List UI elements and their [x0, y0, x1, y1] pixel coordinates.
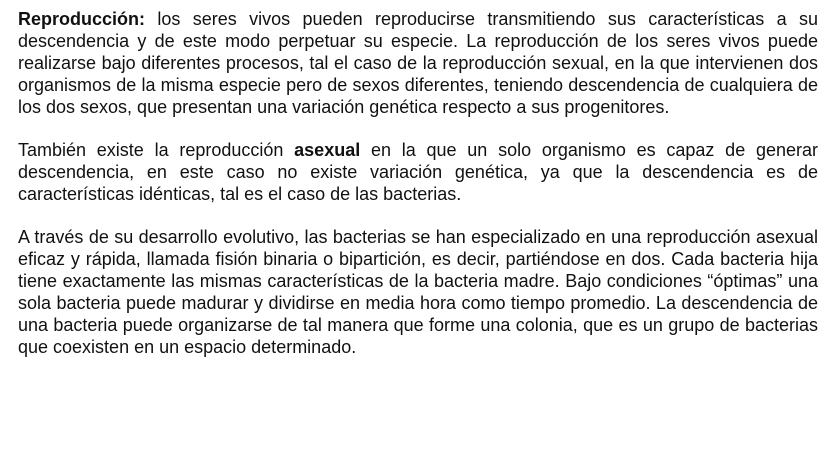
paragraph-asexual	[18, 139, 818, 205]
paragraph-bacteria	[18, 226, 818, 358]
term-asexual: asexual	[294, 140, 361, 160]
paragraph-asexual-after: en la que un solo organismo es capaz de generar descendencia, en este caso no existe variación genética, ya que la descendencia es de características idénticas, tal es el caso de las bacterias.	[18, 140, 819, 204]
document-body	[18, 8, 818, 358]
paragraph-bacteria-text: A través de su desarrollo evolutivo, las bacterias se han especializado en una reproducción asexual eficaz y rápida, llamada fisión binaria o bipartición, es decir, partiéndose en dos. Cada bacteria hija tiene exactamente las mismas características de la bacteria madre. Bajo condiciones “óptimas” una sola bacteria puede madurar y dividirse en media hora como tiempo promedio. La descendencia de una bacteria puede organizarse de tal manera que forme una colonia, que es un grupo de bacterias que coexisten en un espacio determinado.	[18, 227, 818, 357]
paragraph-reproduction-text: los seres vivos pueden reproducirse transmitiendo sus características a su descendencia y de este modo perpetuar su especie. La reproducción de los seres vivos puede realizarse bajo diferentes procesos, tal el caso de la reproducción sexual, en la que intervienen dos organismos de la misma especie pero de sexos diferentes, teniendo descendencia de cualquiera de los dos sexos, que presentan una variación genética respecto a sus progenitores.	[18, 9, 818, 117]
term-reproduction: Reproducción:	[18, 9, 146, 29]
paragraph-asexual-before: También existe la reproducción	[18, 140, 295, 160]
paragraph-reproduction	[18, 8, 818, 118]
